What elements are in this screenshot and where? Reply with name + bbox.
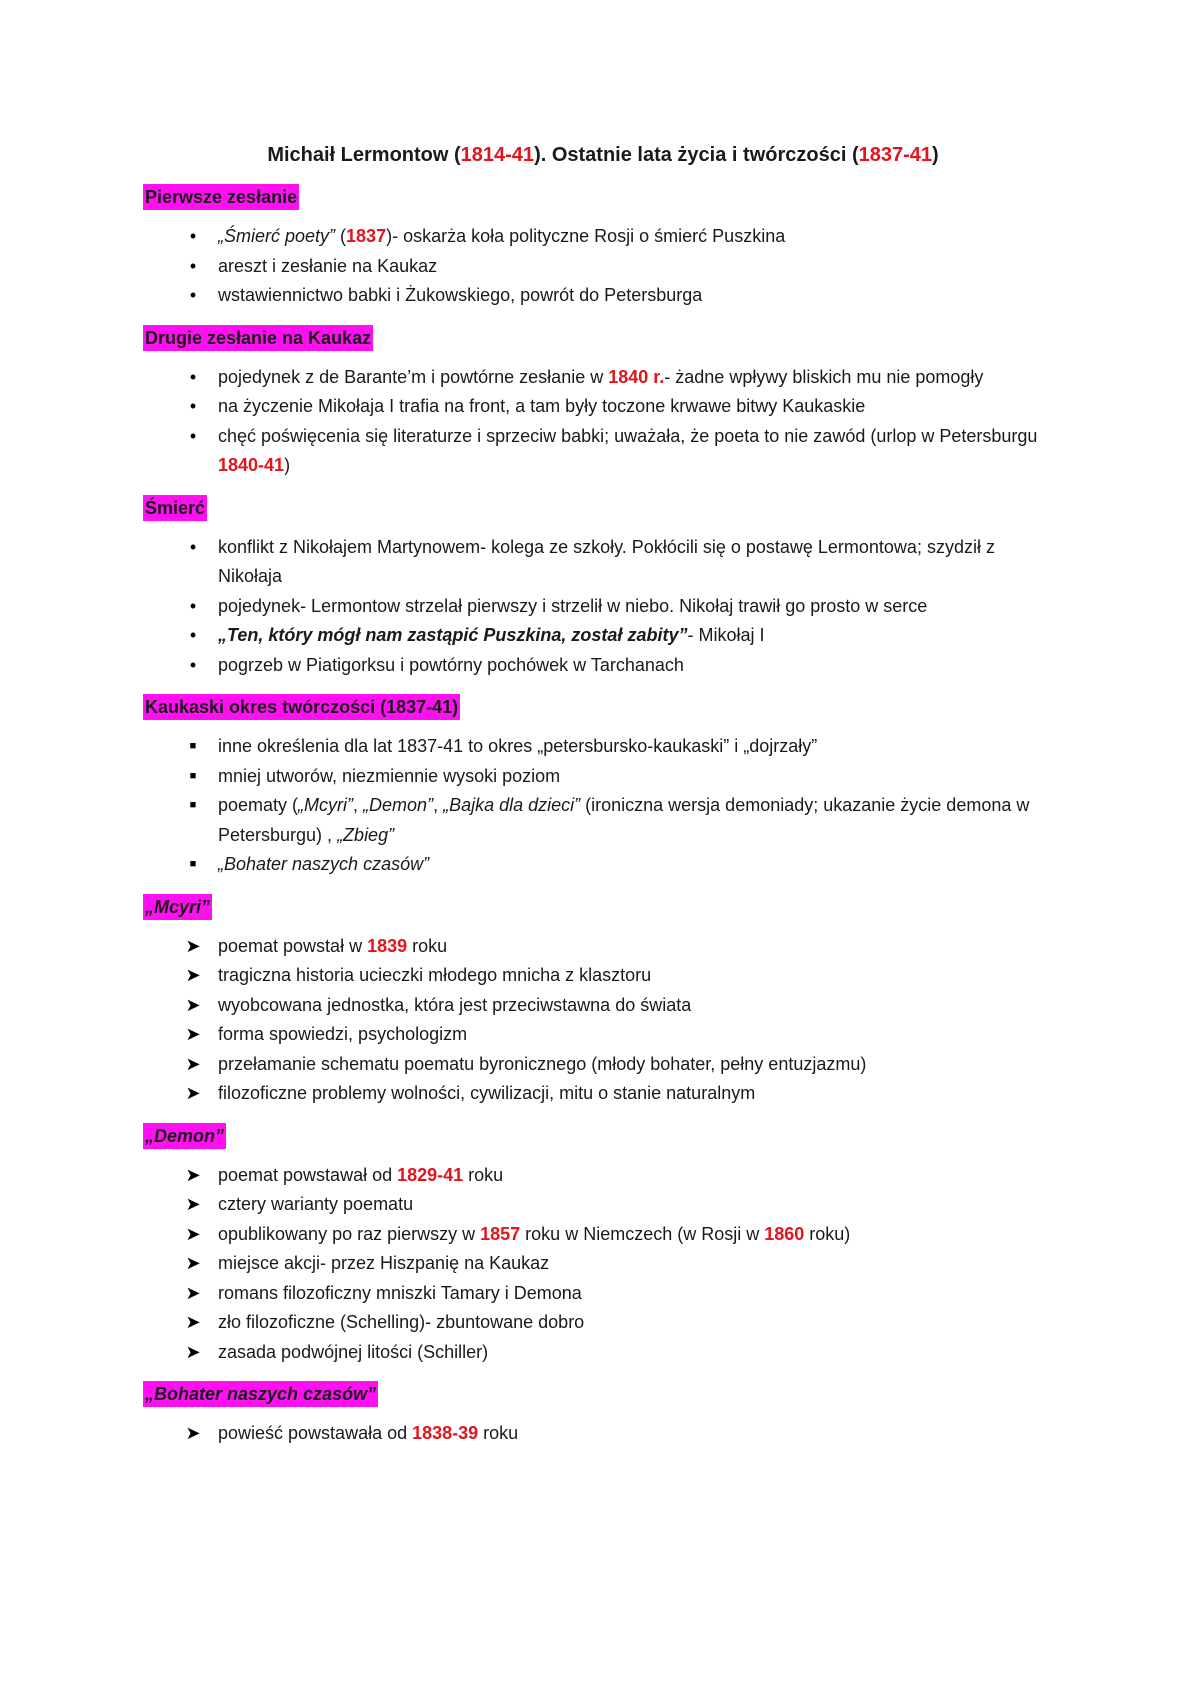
bullet-list bbox=[143, 1161, 1063, 1368]
bullet-list bbox=[143, 222, 1063, 311]
section-header: Kaukaski okres twórczości (1837-41) bbox=[143, 694, 460, 720]
bullet-dot-icon: • bbox=[189, 595, 197, 616]
bullet-arrow-icon: ➤ bbox=[185, 1423, 201, 1443]
list-item: • chęć poświęcenia się literaturze i sprzeciw babki; uważała, że poeta to nie zawód (urlop w Petersburgu 1840-41) bbox=[143, 422, 1063, 481]
bullet-arrow-icon: ➤ bbox=[185, 1253, 201, 1273]
section-header: „Demon” bbox=[143, 1123, 226, 1149]
list-item: ➤ opublikowany po raz pierwszy w 1857 roku w Niemczech (w Rosji w 1860 roku) bbox=[143, 1220, 1063, 1250]
bullet-square-icon: ■ bbox=[189, 740, 197, 752]
section-header: „Bohater naszych czasów” bbox=[143, 1381, 378, 1407]
bullet-dot-icon: • bbox=[189, 366, 197, 387]
list-item: • pojedynek z de Barante’m i powtórne zesłanie w 1840 r.- żadne wpływy bliskich mu nie pomogły bbox=[143, 363, 1063, 393]
list-item: • pogrzeb w Piatigorksu i powtórny pochówek w Tarchanach bbox=[143, 651, 1063, 681]
list-item: ➤ poemat powstał w 1839 roku bbox=[143, 932, 1063, 962]
bullet-dot-icon: • bbox=[189, 396, 197, 416]
section-mcyri bbox=[143, 894, 1063, 1109]
list-item: • „Ten, który mógł nam zastąpić Puszkina, został zabity”- Mikołaj I bbox=[143, 621, 1063, 651]
bullet-arrow-icon: ➤ bbox=[185, 1024, 201, 1044]
bullet-arrow-icon: ➤ bbox=[185, 1282, 201, 1303]
bullet-dot-icon: • bbox=[189, 425, 197, 446]
section-header: Śmierć bbox=[143, 495, 207, 521]
list-item: ➤ miejsce akcji- przez Hiszpanię na Kaukaz bbox=[143, 1249, 1063, 1279]
bullet-arrow-icon: ➤ bbox=[185, 1194, 201, 1214]
list-item: ➤ poemat powstawał od 1829-41 roku bbox=[143, 1161, 1063, 1191]
bullet-arrow-icon: ➤ bbox=[185, 935, 201, 956]
list-item: ➤ tragiczna historia ucieczki młodego mnicha z klasztoru bbox=[143, 961, 1063, 991]
bullet-square-icon: ■ bbox=[189, 858, 197, 870]
list-item: ➤ cztery warianty poematu bbox=[143, 1190, 1063, 1220]
bullet-list bbox=[143, 533, 1063, 681]
bullet-arrow-icon: ➤ bbox=[185, 1164, 201, 1185]
bullet-list bbox=[143, 932, 1063, 1109]
section-hero-of-our-time bbox=[143, 1381, 1063, 1449]
section-second-exile bbox=[143, 325, 1063, 481]
list-item: ➤ filozoficzne problemy wolności, cywilizacji, mitu o stanie naturalnym bbox=[143, 1079, 1063, 1109]
list-item: ■ poematy („Mcyri”, „Demon”, „Bajka dla dzieci” (ironiczna wersja demoniady; ukazanie życie demona w Petersburgu) , „Zbieg” bbox=[143, 791, 1063, 850]
bullet-arrow-icon: ➤ bbox=[185, 1341, 201, 1362]
bullet-list bbox=[143, 363, 1063, 481]
section-death bbox=[143, 495, 1063, 681]
bullet-arrow-icon: ➤ bbox=[185, 1312, 201, 1332]
bullet-dot-icon: • bbox=[189, 625, 197, 645]
bullet-dot-icon: • bbox=[189, 285, 197, 305]
bullet-dot-icon: • bbox=[189, 226, 197, 246]
list-item: ➤ romans filozoficzny mniszki Tamary i Demona bbox=[143, 1279, 1063, 1309]
list-item: • konflikt z Nikołajem Martynowem- kolega ze szkoły. Pokłócili się o postawę Lermontowa; szydził z Nikołaja bbox=[143, 533, 1063, 592]
list-item: • „Śmierć poety” (1837)- oskarża koła polityczne Rosji o śmierć Puszkina bbox=[143, 222, 1063, 252]
section-header: Pierwsze zesłanie bbox=[143, 184, 299, 210]
list-item: • na życzenie Mikołaja I trafia na front, a tam były toczone krwawe bitwy Kaukaskie bbox=[143, 392, 1063, 422]
bullet-arrow-icon: ➤ bbox=[185, 994, 201, 1015]
list-item: ■ mniej utworów, niezmiennie wysoki poziom bbox=[143, 762, 1063, 792]
bullet-square-icon: ■ bbox=[189, 769, 197, 782]
bullet-arrow-icon: ➤ bbox=[185, 1083, 201, 1103]
list-item: ➤ forma spowiedzi, psychologizm bbox=[143, 1020, 1063, 1050]
document-content bbox=[143, 142, 1063, 1463]
list-item: ➤ powieść powstawała od 1838-39 roku bbox=[143, 1419, 1063, 1449]
list-item: ■ „Bohater naszych czasów” bbox=[143, 850, 1063, 880]
bullet-arrow-icon: ➤ bbox=[185, 1053, 201, 1074]
section-caucasian-period bbox=[143, 694, 1063, 880]
bullet-list bbox=[143, 1419, 1063, 1449]
page-title: Michaił Lermontow (1814-41). Ostatnie lata życia i twórczości (1837-41) bbox=[267, 144, 939, 166]
bullet-arrow-icon: ➤ bbox=[185, 1223, 201, 1244]
list-item: ➤ przełamanie schematu poematu byronicznego (młody bohater, pełny entuzjazmu) bbox=[143, 1050, 1063, 1080]
section-first-exile bbox=[143, 184, 1063, 311]
bullet-arrow-icon: ➤ bbox=[185, 965, 201, 985]
list-item: ➤ zło filozoficzne (Schelling)- zbuntowane dobro bbox=[143, 1308, 1063, 1338]
list-item: ➤ wyobcowana jednostka, która jest przeciwstawna do świata bbox=[143, 991, 1063, 1021]
list-item: • pojedynek- Lermontow strzelał pierwszy i strzelił w niebo. Nikołaj trawił go prosto w serce bbox=[143, 592, 1063, 622]
list-item: • areszt i zesłanie na Kaukaz bbox=[143, 252, 1063, 282]
bullet-dot-icon: • bbox=[189, 536, 197, 557]
section-header: Drugie zesłanie na Kaukaz bbox=[143, 325, 373, 351]
list-item: ➤ zasada podwójnej litości (Schiller) bbox=[143, 1338, 1063, 1368]
bullet-dot-icon: • bbox=[189, 654, 197, 675]
bullet-dot-icon: • bbox=[189, 255, 197, 276]
bullet-list bbox=[143, 732, 1063, 880]
section-header: „Mcyri” bbox=[143, 894, 212, 920]
section-demon bbox=[143, 1123, 1063, 1368]
list-item: • wstawiennictwo babki i Żukowskiego, powrót do Petersburga bbox=[143, 281, 1063, 311]
bullet-square-icon: ■ bbox=[189, 799, 197, 811]
list-item: ■ inne określenia dla lat 1837-41 to okres „petersbursko-kaukaski” i „dojrzały” bbox=[143, 732, 1063, 762]
